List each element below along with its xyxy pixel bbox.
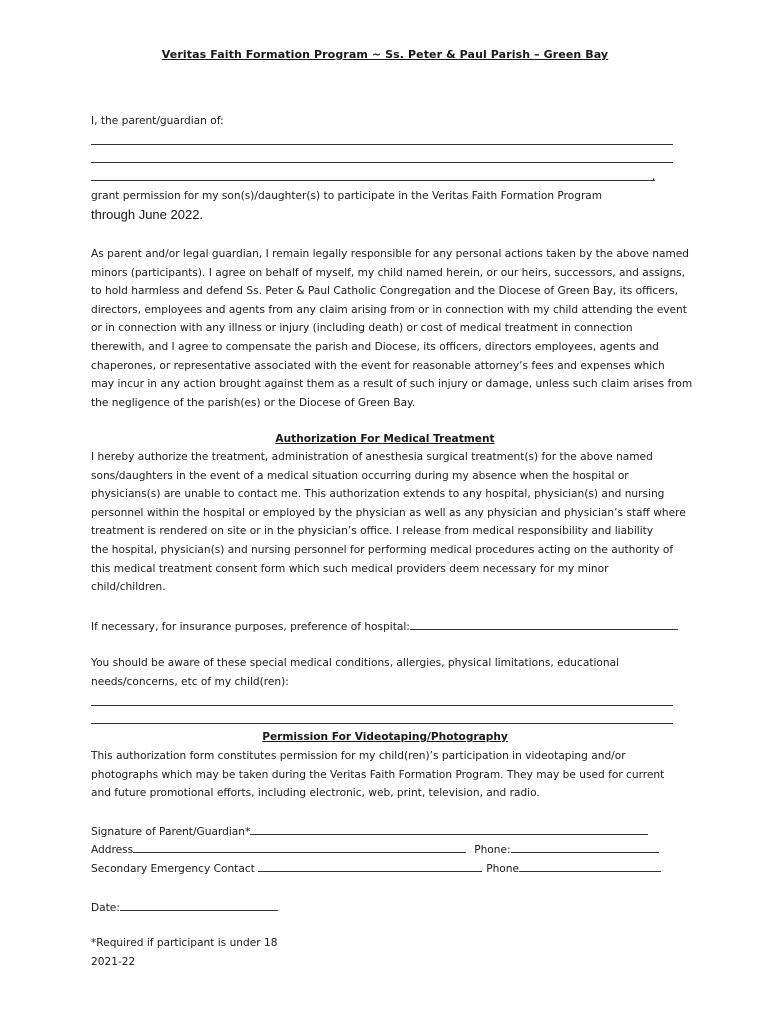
medical-line: personnel within the hospital or employed by the physician as well as any physician and physician’s staff where [91,506,686,519]
medical-line: treatment is rendered on site or in the physician’s office. I release from medical responsibility and liability [91,525,654,538]
child-name-line-1[interactable] [91,144,673,145]
conditions-text [91,654,691,691]
signature-field[interactable] [250,824,648,835]
medical-line: child/children. [91,581,166,594]
parent-intro: I, the parent/guardian of: [91,115,224,127]
address-row [91,842,659,857]
address-field[interactable] [133,842,466,853]
phone-field[interactable] [511,842,659,853]
secondary-contact-label: Secondary Emergency Contact [91,863,255,875]
video-line: This authorization form constitutes permission for my child(ren)’s participation in videotaping and/or [91,750,626,762]
date-label: Date: [91,902,120,914]
medical-paragraph [91,448,691,597]
form-year: 2021-22 [91,956,136,968]
secondary-contact-row [91,861,661,876]
liability-line: minors (participants). I agree on behalf of myself, my child named herein, or our heirs, successors, and assigns, [91,266,686,279]
medical-line: sons/daughters in the event of a medical situation occurring during my absence when the hospital or [91,469,629,482]
video-line: and future promotional efforts, including electronic, web, print, television, and radio. [91,787,540,800]
medical-line: the hospital, physician(s) and nursing personnel for performing medical procedures acting on the authority of [91,543,674,556]
liability-line: therewith, and I agree to compensate the parish and Diocese, its officers, directors employees, agents and [91,340,659,353]
date-field[interactable] [120,900,278,911]
conditions-field-1[interactable] [91,705,673,706]
liability-line: directors, employees and agents from any claim arising from or in connection with my child attending the event [91,303,687,316]
conditions-field-2[interactable] [91,723,673,724]
liability-line: chaperones, or representative associated with the event for reasonable attorney’s fees and expenses which [91,359,665,372]
medical-line: I hereby authorize the treatment, administration of anesthesia surgical treatment(s) for the above named [91,451,653,463]
child-name-line-2[interactable] [91,162,673,163]
secondary-phone-field[interactable] [519,861,661,872]
liability-line: As parent and/or legal guardian, I remain legally responsible for any personal actions taken by the above named [91,248,690,260]
phone-label: Phone: [474,844,511,856]
date-row [91,900,278,915]
liability-line: to hold harmless and defend Ss. Peter & Paul Catholic Congregation and the Diocese of Green Bay, its officers, [91,285,678,298]
secondary-phone-label: Phone [486,863,520,875]
page-title: Veritas Faith Formation Program ~ Ss. Peter & Paul Parish – Green Bay [161,48,609,61]
address-label: Address [91,844,134,856]
permission-text: grant permission for my son(s)/daughter(s) to participate in the Veritas Faith Formation Program [91,190,603,202]
conditions-line: You should be aware of these special medical conditions, allergies, physical limitations, educational [91,657,620,669]
liability-line: the negligence of the parish(es) or the Diocese of Green Bay. [91,396,416,409]
secondary-contact-field[interactable] [258,861,482,872]
video-heading: Permission For Videotaping/Photography [262,731,508,743]
comma-mark: , [652,171,656,183]
conditions-line: needs/concerns, etc of my child(ren): [91,675,289,688]
child-name-line-3[interactable] [91,180,655,181]
video-paragraph [91,747,691,803]
medical-line: this medical treatment consent form which such medical providers deem necessary for my minor [91,562,609,575]
medical-heading: Authorization For Medical Treatment [275,433,495,445]
through-text: through June 2022. [91,207,204,222]
signature-row [91,824,648,839]
signature-label: Signature of Parent/Guardian* [91,826,251,838]
hospital-preference-label: If necessary, for insurance purposes, preference of hospital: [91,621,410,633]
liability-line: may incur in any action brought against them as a result of such injury or damage, unless such claim arises from [91,378,693,391]
required-note: *Required if participant is under 18 [91,937,278,949]
liability-line: or in connection with any illness or injury (including death) or cost of medical treatment in connection [91,322,633,335]
hospital-preference-row [91,619,678,634]
hospital-preference-field[interactable] [410,619,678,630]
liability-paragraph [91,245,691,412]
medical-line: physicians(s) are unable to contact me. This authorization extends to any hospital, physician(s) and nursing [91,488,665,501]
video-line: photographs which may be taken during the Veritas Faith Formation Program. They may be used for current [91,768,665,781]
